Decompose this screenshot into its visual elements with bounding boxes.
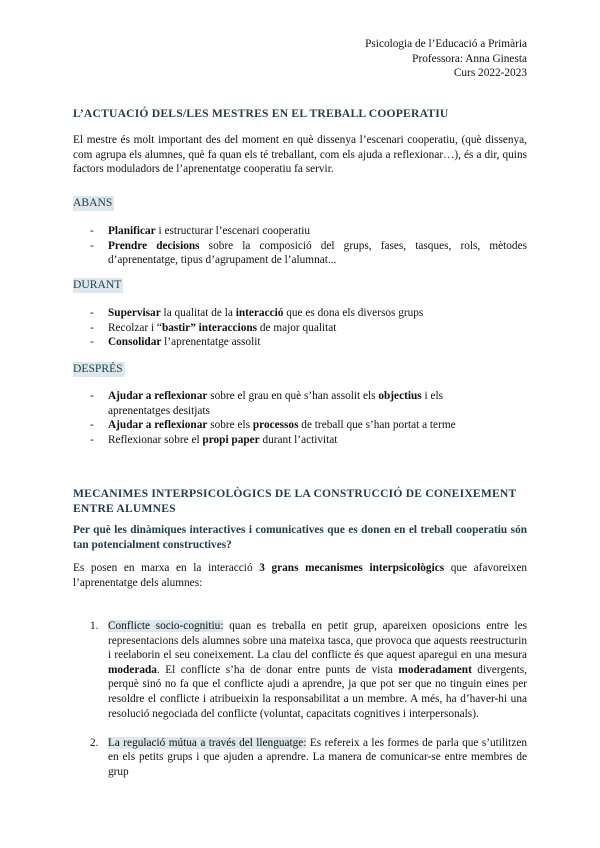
list-item: - Planificar i estructurar l’escenari cooperatiu — [73, 224, 527, 239]
list-item: - Recolzar i “bastir” interaccions de major qualitat — [73, 321, 527, 336]
list-item: - Supervisar la qualitat de la interacció que es dona els diversos grups — [73, 306, 527, 321]
list-item: - Prendre decisions sobre la composició del grups, fases, tasques, rols, mètodes d’aprenentatge, tipus d’agrupament de l’alumnat... — [73, 239, 527, 268]
list-item: - Reflexionar sobre el propi paper durant l’activitat — [73, 433, 527, 448]
course-header — [365, 37, 527, 81]
despres-list — [73, 389, 527, 447]
abans-list — [73, 224, 527, 268]
section-question: Per què les dinàmiques interactives i comunicatives que es donen en el treball cooperatiu són tan potencialment constructives? — [73, 524, 527, 551]
course-year: Curs 2022-2023 — [453, 67, 527, 80]
list-item: - Consolidar l’aprenentatge assolit — [73, 335, 527, 350]
intro-paragraph: El mestre és molt important des del moment en què dissenya l’escenari cooperatiu, (què dissenya, com agrupa els alumnes, què fa quan els té treballant, com els ajuda a reflexionar…), és a dir, quins factors moduladors de l’aprenentatge cooperatiu fa servir. — [73, 134, 527, 176]
mechanisms-list — [73, 619, 527, 780]
subheading-despres: DESPRÉS — [73, 362, 123, 375]
list-item: 2. La regulació mútua a través del llenguatge: Es refereix a les formes de parla que s’utilitzen en els petits grups i que ajuden a aprendre. La manera de comunicar-se entre membres de grup — [90, 736, 527, 778]
list-item: - Ajudar a reflexionar sobre els processos de treball que s’han portat a terme — [73, 418, 527, 433]
subheading-durant: DURANT — [73, 278, 122, 291]
durant-list — [73, 306, 527, 350]
course-name: Psicologia de l’Educació a Primària — [365, 38, 527, 50]
teacher-name: Professora: Anna Ginesta — [412, 52, 527, 65]
list-item: - Ajudar a reflexionar sobre el grau en què s’han assolit els objectius i els aprenentatges desitjats — [73, 389, 527, 418]
list-item: 1. Conflicte socio-cognitiu: quan es treballa en petit grup, apareixen oposicions entre les representacions dels alumnes sobre una mateixa tasca, que provoca que aquests reestructurin i reelaborin el seu coneixement. La clau del conflicte és que aquest aparegui en una mesura moderada. El conflicte s’ha de donar entre punts de vista moderadament divergents, perquè sinó no fa que el conflicte ajudi a aprendre, ja que pot ser que no tinguin eines per resoldre el conflicte i atribueixin la responsabilitat a un membre. A més, ha d’haver-hi una resolució negociada del conflicte (voluntat, capacitats cognitives i interpersonals). — [90, 620, 528, 720]
subheading-abans: ABANS — [73, 196, 113, 209]
lead-paragraph: Es posen en marxa en la interacció 3 grans mecanismes interpsicològics que afavoreixen l’aprenentatge dels alumnes: — [73, 562, 527, 589]
mechanism-label: La regulació mútua a través del llenguatge: — [108, 736, 307, 749]
section-title-mecanismes: MECANIMES INTERPSICOLÒGICS DE LA CONSTRUCCIÓ DE CONEIXEMENT ENTRE ALUMNES — [73, 487, 517, 515]
mechanism-label: Conflicte socio-cognitiu: — [108, 620, 224, 632]
section-title-actuacio: L’ACTUACIÓ DELS/LES MESTRES EN EL TREBALL COOPERATIU — [73, 107, 449, 120]
